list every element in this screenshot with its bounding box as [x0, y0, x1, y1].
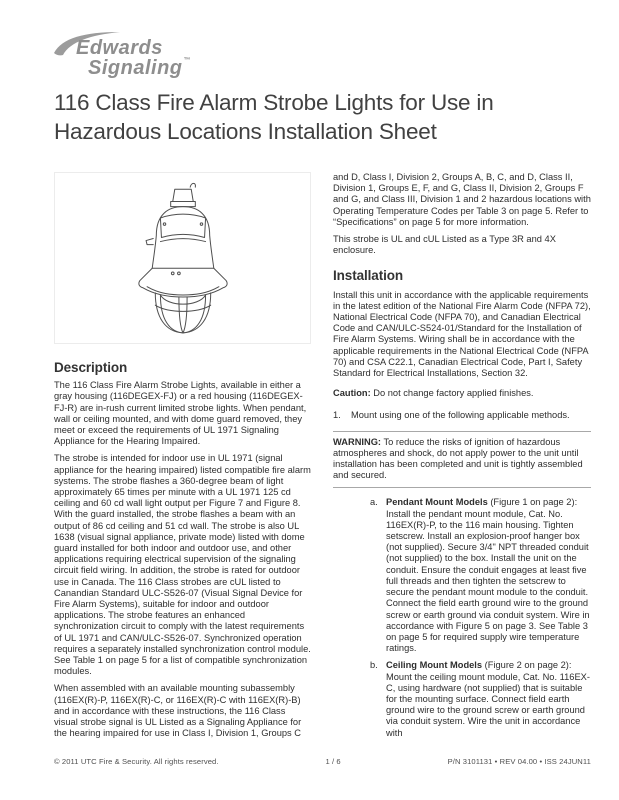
installation-step-1: [333, 410, 591, 421]
classification-continuation-paragraph: and D, Class I, Division 2, Groups A, B, C, and D, Class II, Division 1, Groups E, F, and G, Class II, Division 2, Groups F and G, and Class III, Division 1 and 2 hazardous locations with Operating Temperature Codes per Table 3 on page 5. Refer to “Specifications” on page 5 for more information.: [333, 172, 591, 227]
strobe-pendant-illustration: [125, 180, 241, 336]
page-title-line2: Hazardous Locations Installation Sheet: [54, 118, 437, 144]
logo-text-line1: Edwards: [76, 37, 163, 59]
list-item-pendant-mount: [333, 497, 591, 654]
description-heading: Description: [54, 360, 128, 375]
warning-box: [333, 431, 591, 489]
edwards-signaling-logo: [54, 31, 224, 87]
pendant-mount-lead: Pendant Mount Models: [386, 497, 488, 508]
caution-label: Caution:: [333, 388, 371, 399]
enclosure-paragraph: This strobe is UL and cUL Listed as a Type 3R and 4X enclosure.: [333, 234, 556, 256]
description-paragraph-2: The strobe is intended for indoor use in UL 1971 (signal appliance for the hearing impaired) listed compatible fire alarm systems. The strobe flashes a 360-degree beam of light approximately 65 times per minute with a UL 1971 125 cd ceiling and 60 cd wall light output per Figure 7 and Figure 8. With the guard installed, the strobe flashes a beam with an output of 86 cd ceiling and 51 cd wall. The strobe is also UL 1638 (visual signal appliance, private mode) listed with dome guard installed for both indoor and outdoor use, and other applications requiring electrical supervision of the signaling circuit field wiring. In addition, the strobe is rated for outdoor use in Canada. The 116 Class strobes are cUL listed to Canandian Standard ULC-S526-07 (Visual Signal Device for Fire Alarm Systems), suitable for indoor and outdoor applications. The strobe features an enhanced synchronization circuit to comply with the latest requirements of UL 1971 and CAN/ULC-S526-07. Synchronized operation requires a separately installed synchronization control module. See Table 1 on page 5 for a list of compatible synchronization modules.: [54, 453, 311, 677]
list-letter: b.: [370, 660, 378, 671]
list-item-ceiling-mount: [333, 660, 591, 738]
footer-copyright: © 2011 UTC Fire & Security. All rights reserved.: [54, 757, 219, 766]
installation-heading: Installation: [333, 268, 404, 284]
list-item-text: [386, 497, 591, 654]
strobe-figure-frame: [54, 172, 311, 344]
trademark-symbol: ™: [183, 57, 191, 64]
description-paragraph-3: When assembled with an available mounting subassembly (116EX(R)-P, 116EX(R)-C, or 116EX(R)-C with 116EX(R)-B) and in accordance with these instructions, the 116 Class visual strobe signal is UL Listed as a Signaling Appliance for the hearing impaired for use in Class I, Division 1, Groups C: [54, 683, 302, 739]
page-title: [54, 89, 594, 146]
warning-label: WARNING:: [333, 436, 382, 447]
list-letter: a.: [370, 497, 378, 508]
left-column: [54, 172, 311, 745]
logo-text-line2: [88, 57, 191, 80]
mount-methods-list: [333, 497, 591, 738]
right-column: [333, 172, 591, 745]
ceiling-mount-lead: Ceiling Mount Models: [386, 660, 483, 671]
pendant-mount-body: (Figure 1 on page 2): Install the pendant mount module, Cat. No. 116EX(R)-P, to the 116 main housing. Tighten setscrew. Install an explosion-proof hanger box (not supplied). Secure 3/4" NPT threaded conduit (not supplied) to the box. Install the unit on the conduit. Ensure the conduit engages at least five full threads and then tighten the setscrew to secure the pendant mount module to the conduit. Connect the field earth ground wire to the ground screw or earth ground via conduit system. Wire in accordance with Figure 5 on page 3. See Table 3 on page 5 for required supply wire temperature ratings.: [386, 497, 590, 654]
footer-part-number: P/N 3101131 • REV 04.00 • ISS 24JUN11: [447, 757, 591, 766]
logo-text: Signaling: [88, 57, 183, 79]
page-title-line1: 116 Class Fire Alarm Strobe Lights for Use in: [54, 90, 494, 115]
ceiling-mount-body: (Figure 2 on page 2): Mount the ceiling mount module, Cat. No. 116EX-C, using hardware (not supplied) that is suitable for the mounting surface. Connect field earth ground wire to the ground screw or earth ground via conduit system. Wire the unit in accordance with: [386, 660, 590, 738]
caution-text: Do not change factory applied finishes.: [373, 388, 534, 399]
step-text: Mount using one of the following applicable methods.: [351, 410, 570, 421]
installation-intro-paragraph: Install this unit in accordance with the applicable requirements in the latest edition of the National Fire Alarm Code (NFPA 72), National Electrical Code (NFPA 70), and Canadian Electrical Code and CAN/ULC-S524-01/Standard for the Installation of Fire Alarm Systems. Wiring shall be in accordance with the applicable requirements in the National Electrical Code (NFPA 70) and CSA C22.1, Canadian Electrical Code, Part I, Safety Standard for Electrical Installations, Section 32.: [333, 289, 591, 379]
step-number: 1.: [333, 410, 341, 421]
warning-text: To reduce the risks of ignition of hazardous atmospheres and shock, do not apply power to the unit until installation has been completed and unit is tightly assembled and secured.: [333, 436, 583, 481]
caution-note: [333, 388, 591, 399]
description-paragraph-1: The 116 Class Fire Alarm Strobe Lights, available in either a gray housing (116DEGEX-FJ) or a red housing (116DEGEX-FJ-R) are in-rush current limited strobe lights. When pendant, wall or ceiling mounted, and with dome guard removed, they meet or exceed the requirements of UL 1971 Signaling Appliance for the Hearing Impaired.: [54, 380, 307, 447]
footer-page-number: 1 / 6: [325, 757, 341, 766]
page-footer: [54, 757, 591, 766]
two-column-body: [54, 172, 591, 745]
list-item-text: [386, 660, 591, 738]
